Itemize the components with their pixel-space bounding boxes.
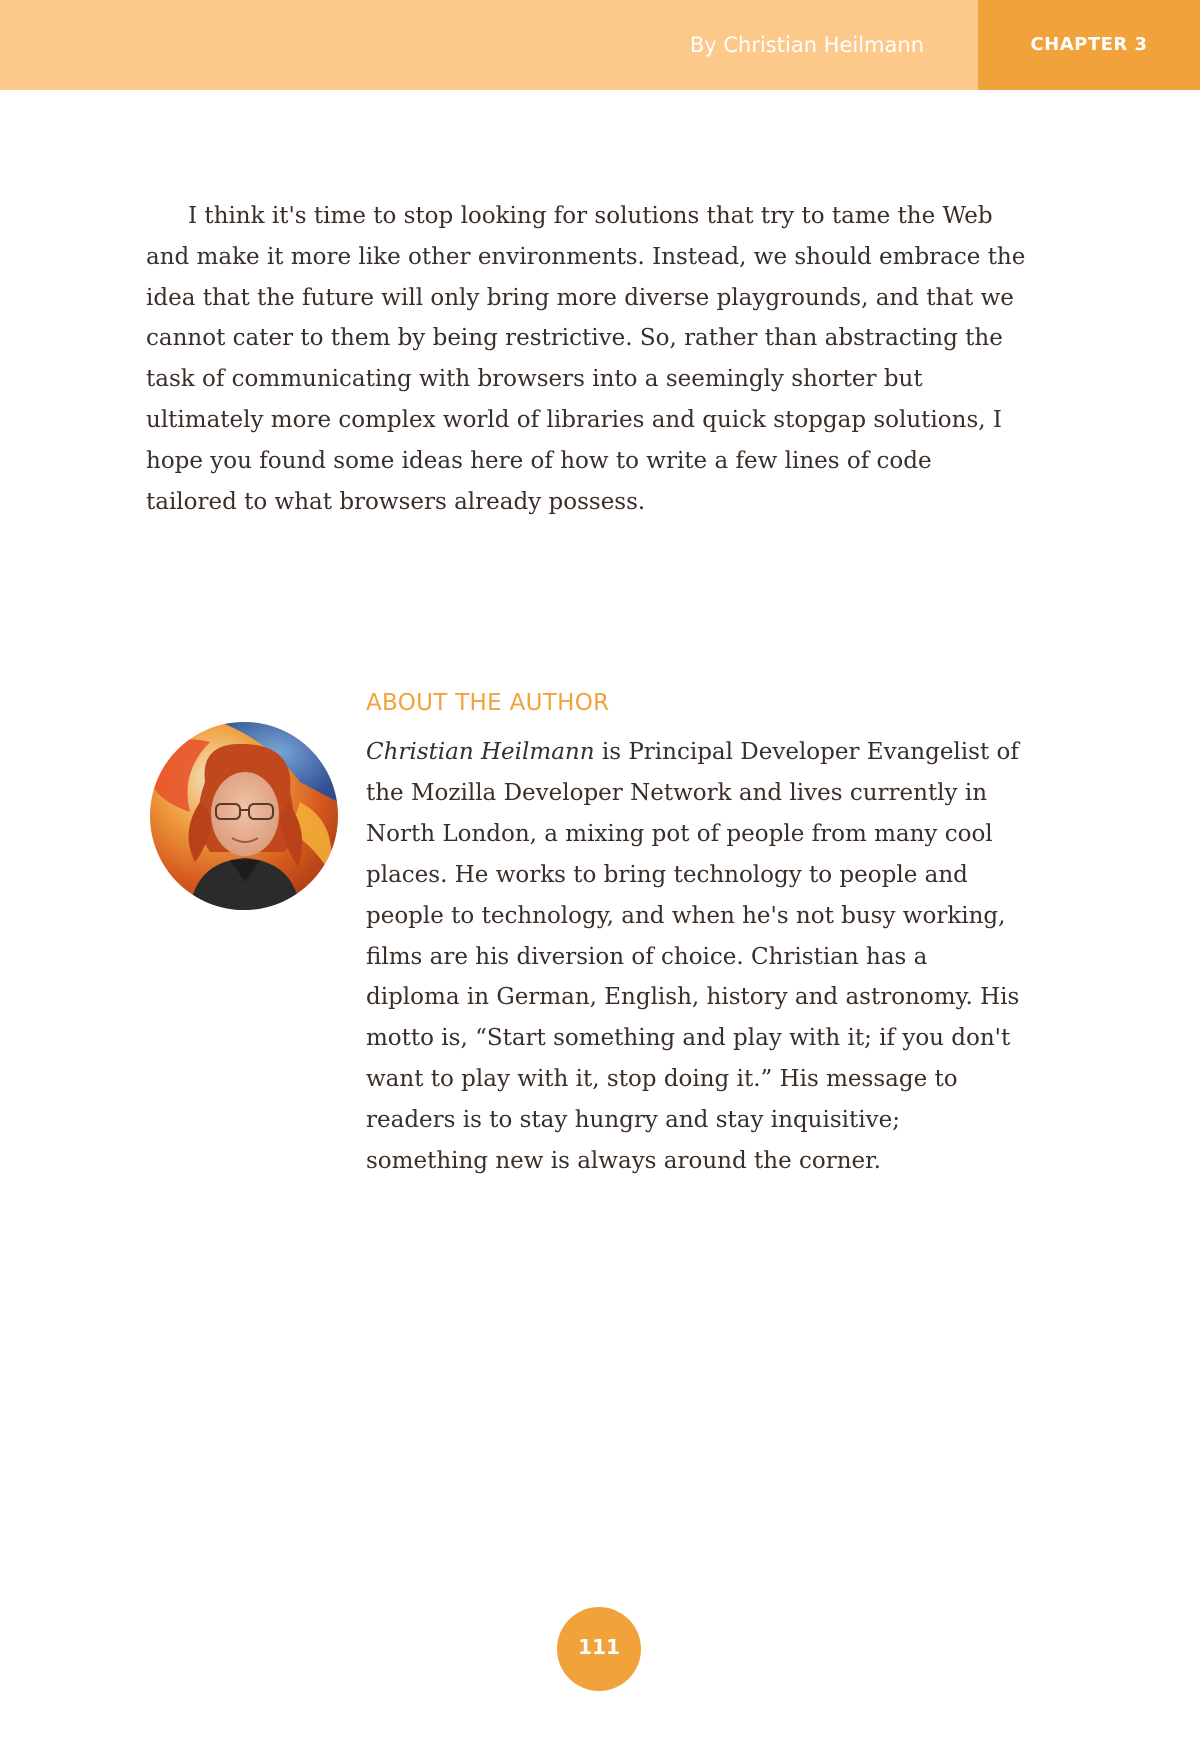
author-photo [150, 722, 338, 910]
author-bio [366, 732, 1026, 1182]
byline: By Christian Heilmann [689, 33, 924, 57]
page-number-badge [557, 1607, 641, 1691]
about-heading: ABOUT THE AUTHOR [366, 690, 610, 716]
page-number: 111 [578, 1635, 620, 1659]
chapter-label: CHAPTER 3 [1030, 34, 1148, 55]
chapter-tab [978, 0, 1200, 90]
intro-paragraph: I think it's time to stop looking for solutions that try to tame the Web and make it more like other environments. Instead, we should embrace the idea that the future will only bring more diverse playgrounds, and that we cannot cater to them by being restrictive. So, rather than abstracting the task of communicating with browsers into a seemingly shorter but ultimately more complex world of libraries and quick stopgap solutions, I hope you found some ideas here of how to write a few lines of code tailored to what browsers already possess. [146, 203, 1026, 515]
author-name: Christian Heilmann [366, 739, 595, 765]
bio-text: is Principal Developer Evangelist of the Mozilla Developer Network and lives currently in North London, a mixing pot of people from many cool places. He works to bring technology to people and people to technology, and when he's not busy working, films are his diversion of choice. Christian has a diploma in German, English, history and astronomy. His motto is, “Start something and play with it; if you don't want to play with it, stop doing it.” His message to readers is to stay hungry and stay inquisitive; something new is always around the corner. [366, 739, 1020, 1175]
